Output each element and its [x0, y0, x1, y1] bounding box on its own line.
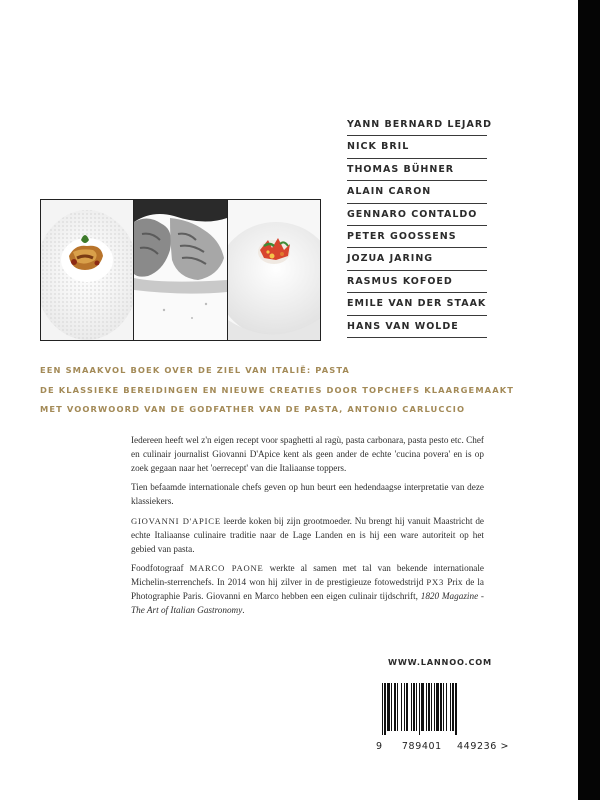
- barcode-bar: [387, 683, 390, 731]
- barcode-bar: [404, 683, 405, 731]
- barcode-bar: [413, 683, 415, 731]
- barcode-bar: [446, 683, 447, 731]
- barcode-bar: [397, 683, 398, 731]
- photographer-bio-start: Foodfotograaf: [131, 563, 190, 574]
- magazine-title: 1820 Magazine - The Art of Italian Gastronomy: [131, 590, 484, 615]
- tagline-block: [40, 361, 514, 420]
- chef-name: ALAIN CARON: [347, 181, 487, 203]
- barcode-bar: [450, 683, 451, 731]
- barcode-bar: [391, 683, 392, 731]
- barcode-bar: [440, 683, 442, 731]
- barcode-bar: [426, 683, 427, 731]
- barcode-bar: [455, 683, 457, 735]
- isbn-prefix: 9: [376, 741, 383, 752]
- barcode-bar: [431, 683, 432, 731]
- chef-list: [347, 114, 493, 338]
- barcode-bar: [394, 683, 396, 731]
- photographer-bio-cont: Prix de la Photographie Paris. Giovanni en Marco hebben een eigen culinair tijdschrift,: [131, 577, 484, 601]
- award-name: PX3: [426, 577, 445, 588]
- barcode-bar: [428, 683, 430, 731]
- barcode: [380, 683, 480, 735]
- tagline: EEN SMAAKVOL BOEK OVER DE ZIEL VAN ITALIË: PASTA: [40, 365, 350, 375]
- isbn-group-2: 449236: [457, 741, 497, 752]
- barcode-bar: [401, 683, 402, 731]
- barcode-bar: [443, 683, 444, 731]
- barcode-bar: [406, 683, 408, 731]
- blurb-paragraph: Iedereen heeft wel z'n eigen recept voor spaghetti al ragù, pasta carbonara, pasta pesto etc. Chef en culinair journalist Giovanni D'Apice kent als geen ander de echte 'cucina povera' en is op zoek gegaan naar het 'oerrecept' van die Italiaanse toppers.: [131, 435, 484, 473]
- photo-strip: [40, 199, 321, 341]
- barcode-bar: [411, 683, 412, 731]
- chef-name: NICK BRIL: [347, 136, 487, 158]
- chef-name: YANN BERNARD LEJARD: [347, 114, 487, 136]
- hands-kneading-photo: [133, 200, 226, 340]
- chef-name: PETER GOOSSENS: [347, 226, 487, 248]
- author-paragraph: [131, 515, 484, 556]
- author-bio: leerde koken bij zijn grootmoeder. Nu brengt hij vanuit Maastricht de echte Italiaanse culinaire traditie naar de Lage Landen en is hij een ware autoriteit op het gebied van pasta.: [131, 515, 484, 554]
- tagline: DE KLASSIEKE BEREIDINGEN EN NIEUWE CREATIES DOOR TOPCHEFS KLAARGEMAAKT: [40, 384, 515, 395]
- publisher-url: WWW.LANNOO.COM: [388, 657, 492, 667]
- chef-name: HANS VAN WOLDE: [347, 316, 487, 338]
- photographer-name: MARCO PAONE: [189, 563, 264, 574]
- photographer-paragraph: [131, 562, 484, 617]
- blurb-text: [131, 434, 484, 624]
- isbn-number: [376, 741, 509, 752]
- barcode-bar: [382, 683, 383, 735]
- blurb-paragraph: Tien befaamde internationale chefs geven op hun beurt een hedendaagse interpretatie van deze klassiekers.: [131, 482, 484, 507]
- barcode-bar: [452, 683, 454, 731]
- photographer-bio-mid: werkte al samen met tal van bekende internationale Michelin-sterrenchefs. In 2014 won hij zilver in de prestigieuze fotowedstrijd: [131, 563, 484, 588]
- barcode-bar: [384, 683, 386, 735]
- author-name: GIOVANNI D'APICE: [131, 515, 221, 526]
- chef-name: RASMUS KOFOED: [347, 271, 487, 293]
- chef-name: THOMAS BÜHNER: [347, 159, 487, 181]
- photographer-bio-end: .: [242, 604, 245, 615]
- tagline: MET VOORWOORD VAN DE GODFATHER VAN DE PASTA, ANTONIO CARLUCCIO: [40, 404, 466, 414]
- pasta-dish-photo: [41, 200, 133, 340]
- chef-name: JOZUA JARING: [347, 248, 487, 270]
- barcode-bar: [421, 683, 424, 731]
- isbn-group-1: 789401: [401, 741, 442, 752]
- isbn-marker: >: [500, 741, 510, 752]
- barcode-bar: [416, 683, 417, 731]
- chef-name: GENNARO CONTALDO: [347, 204, 487, 226]
- barcode-bar: [434, 683, 435, 731]
- plated-dish-photo: [227, 200, 320, 340]
- barcode-bar: [419, 683, 420, 735]
- page-edge-bar: [578, 0, 600, 800]
- barcode-bar: [436, 683, 439, 731]
- chef-name: EMILE VAN DER STAAK: [347, 293, 487, 315]
